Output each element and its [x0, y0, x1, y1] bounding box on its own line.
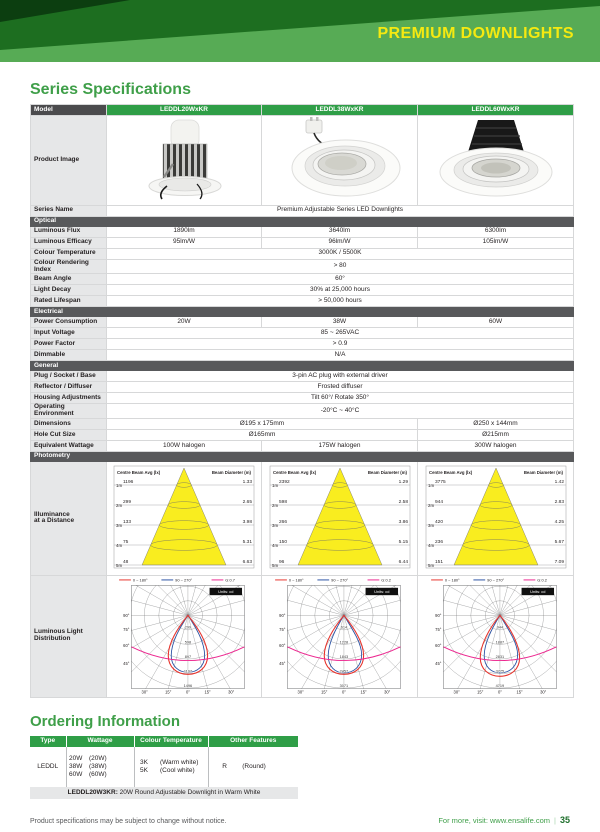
footer-divider: |: [554, 816, 556, 825]
svg-text:4m: 4m: [271, 543, 278, 549]
page-banner: [0, 0, 600, 62]
svg-text:90°: 90°: [434, 612, 441, 618]
svg-text:15°: 15°: [165, 689, 172, 694]
svg-text:Centre Beam Avg (lx): Centre Beam Avg (lx): [428, 470, 472, 476]
spec-value: 60°: [107, 274, 574, 285]
section-title: Electrical: [31, 307, 574, 317]
distribution-label: Luminous Light Distribution: [31, 575, 107, 697]
svg-text:3.98: 3.98: [242, 520, 252, 526]
spec-value: > 50,000 hours: [107, 296, 574, 307]
row-label: Hole Cut Size: [31, 430, 107, 441]
svg-text:614: 614: [340, 625, 347, 630]
svg-text:30°: 30°: [297, 689, 304, 694]
polar-chart-svg: [264, 576, 416, 694]
section-title: Optical: [31, 216, 574, 226]
ordering-other-features: R (Round): [222, 762, 266, 770]
svg-text:944: 944: [496, 625, 503, 630]
svg-text:1m: 1m: [427, 483, 434, 489]
svg-text:3.86: 3.86: [398, 520, 408, 526]
svg-text:5m: 5m: [427, 563, 434, 569]
ordering-note-row: [30, 787, 298, 799]
svg-text:30°: 30°: [453, 689, 460, 694]
spec-value: Ø165mm: [107, 430, 418, 441]
spec-value: 3000K / 5500K: [107, 248, 574, 259]
svg-text:30°: 30°: [141, 689, 148, 694]
svg-text:420: 420: [434, 520, 443, 526]
model-label: Model: [31, 105, 107, 116]
spec-value: 20W: [107, 317, 262, 328]
row-label: Luminous Efficacy: [31, 237, 107, 248]
svg-text:2392: 2392: [278, 480, 290, 486]
ordering-colour-temp: 3K (Warm white) 5K (Cool white): [134, 747, 208, 787]
svg-text:1.29: 1.29: [398, 480, 408, 486]
svg-text:90°: 90°: [123, 612, 130, 618]
row-label: Colour Temperature: [31, 248, 107, 259]
spec-value: 3640lm: [262, 226, 418, 237]
svg-text:2m: 2m: [271, 503, 278, 509]
svg-text:5m: 5m: [271, 563, 278, 569]
svg-text:151: 151: [434, 560, 443, 566]
svg-text:Units: cd: Units: cd: [373, 589, 389, 595]
svg-text:897: 897: [184, 654, 192, 659]
polar-legend: [119, 578, 235, 583]
svg-text:2m: 2m: [116, 503, 123, 509]
svg-text:5.15: 5.15: [398, 540, 408, 546]
svg-text:1887: 1887: [495, 640, 504, 645]
svg-text:60°: 60°: [278, 642, 285, 648]
svg-text:2457: 2457: [339, 669, 348, 674]
spec-value: N/A: [107, 350, 574, 361]
svg-text:598: 598: [278, 500, 287, 506]
row-label: Colour Rendering Index: [31, 259, 107, 274]
svg-text:6.44: 6.44: [398, 560, 408, 566]
spec-value: 96lm/W: [262, 237, 418, 248]
spec-table: [30, 104, 574, 698]
spec-value: 60W: [418, 317, 574, 328]
series-name-label: Series Name: [31, 205, 107, 216]
svg-text:4719: 4719: [495, 683, 504, 688]
cone-chart-svg: [108, 462, 260, 572]
product-image-row: [31, 116, 574, 206]
row-label: Input Voltage: [31, 328, 107, 339]
section-optical: [31, 216, 574, 226]
svg-text:45°: 45°: [123, 660, 130, 666]
row-label: Operating Environment: [31, 404, 107, 419]
svg-text:2831: 2831: [495, 654, 504, 659]
svg-text:48: 48: [123, 560, 129, 566]
svg-text:0 ~ 180°: 0 ~ 180°: [444, 577, 460, 583]
svg-text:1843: 1843: [339, 654, 348, 659]
svg-text:2.58: 2.58: [398, 500, 408, 506]
svg-text:4m: 4m: [116, 543, 123, 549]
illuminance-chart-3: [418, 462, 574, 576]
row-label: Light Decay: [31, 285, 107, 296]
svg-text:0 ~ 180°: 0 ~ 180°: [288, 577, 304, 583]
svg-text:30°: 30°: [539, 689, 546, 694]
svg-text:3m: 3m: [427, 523, 434, 529]
spec-value: 175W halogen: [262, 441, 418, 452]
spec-value: > 80: [107, 259, 574, 274]
row-label: Plug / Socket / Base: [31, 371, 107, 382]
section-title: Photometry: [31, 452, 574, 462]
svg-text:1.33: 1.33: [242, 480, 252, 486]
spec-value: Tilt 60°/ Rotate 350°: [107, 393, 574, 404]
distribution-row: [31, 575, 574, 697]
section-title: General: [31, 361, 574, 371]
ordering-type: LEDDL: [30, 747, 66, 787]
row-label: Beam Angle: [31, 274, 107, 285]
svg-text:G:0.2: G:0.2: [380, 577, 391, 583]
svg-text:266: 266: [278, 520, 287, 526]
ordering-header: Colour Temperature: [134, 736, 208, 747]
spec-value: Ø215mm: [418, 430, 574, 441]
svg-text:90 ~ 270°: 90 ~ 270°: [486, 577, 504, 583]
svg-text:60°: 60°: [434, 642, 441, 648]
distribution-chart-3: [418, 575, 574, 697]
svg-text:0°: 0°: [497, 689, 502, 694]
svg-text:5.67: 5.67: [554, 540, 564, 546]
spec-value: 38W: [262, 317, 418, 328]
svg-text:6.63: 6.63: [242, 560, 252, 566]
product-image-downlight-2: [262, 116, 418, 206]
svg-text:Centre Beam Avg (lx): Centre Beam Avg (lx): [272, 470, 316, 476]
spec-value: 6300lm: [418, 226, 574, 237]
svg-text:30°: 30°: [383, 689, 390, 694]
svg-text:Centre Beam Avg (lx): Centre Beam Avg (lx): [117, 470, 161, 476]
spec-value: 300W halogen: [418, 441, 574, 452]
row-label: Power Factor: [31, 339, 107, 350]
svg-text:3m: 3m: [271, 523, 278, 529]
svg-text:1196: 1196: [123, 480, 134, 486]
svg-text:7.09: 7.09: [554, 560, 564, 566]
svg-text:Beam Diameter (m): Beam Diameter (m): [523, 470, 563, 476]
svg-text:15°: 15°: [204, 689, 211, 694]
section-photometry: [31, 452, 574, 462]
spec-value: Frosted diffuser: [107, 382, 574, 393]
spec-value: 3-pin AC plug with external driver: [107, 371, 574, 382]
svg-text:3m: 3m: [116, 523, 123, 529]
svg-text:60°: 60°: [123, 642, 130, 648]
svg-text:0°: 0°: [341, 689, 346, 694]
svg-text:3775: 3775: [495, 669, 504, 674]
svg-text:45°: 45°: [434, 660, 441, 666]
model-row: [31, 105, 574, 116]
illuminance-row: [31, 462, 574, 576]
downlight-angled-view-image: [262, 116, 417, 202]
spec-value: -20°C ~ 40°C: [107, 404, 574, 419]
product-image-label: Product Image: [31, 116, 107, 206]
svg-text:2.65: 2.65: [242, 500, 252, 506]
svg-text:944: 944: [434, 500, 443, 506]
distribution-chart-1: [107, 575, 262, 697]
svg-text:15°: 15°: [359, 689, 367, 694]
spec-value: > 0.9: [107, 339, 574, 350]
svg-text:30°: 30°: [228, 689, 235, 694]
illuminance-chart-1: [107, 462, 262, 576]
series-specifications-heading: Series Specifications: [30, 81, 191, 98]
page-footer: [0, 815, 600, 825]
page-title: PREMIUM DOWNLIGHTS: [377, 25, 574, 42]
svg-text:236: 236: [434, 540, 443, 546]
model-name-3: LEDDL60WxKR: [418, 105, 574, 116]
svg-text:75: 75: [123, 540, 129, 546]
website-link[interactable]: For more, visit: www.ensalife.com: [438, 816, 551, 825]
svg-text:1228: 1228: [339, 640, 348, 645]
product-image-downlight-3: [418, 116, 574, 206]
ordering-body-row: [30, 747, 298, 787]
svg-text:45°: 45°: [278, 660, 285, 666]
ordering-header: Type: [30, 736, 66, 747]
units-label: Units: cd: [218, 589, 234, 595]
polar-chart-svg: [108, 576, 260, 694]
svg-text:15°: 15°: [476, 689, 483, 694]
svg-text:299: 299: [123, 500, 132, 506]
spec-value: 105lm/W: [418, 237, 574, 248]
svg-text:3775: 3775: [434, 480, 446, 486]
svg-text:1496: 1496: [183, 683, 193, 688]
series-name-value: Premium Adjustable Series LED Downlights: [107, 205, 574, 216]
disclaimer-text: Product specifications may be subject to change without notice.: [30, 818, 227, 825]
svg-text:G:0.2: G:0.2: [536, 577, 547, 583]
downlight-rear-view-image: [107, 116, 262, 202]
svg-text:2.83: 2.83: [554, 500, 564, 506]
downlight-front-view-image: [418, 116, 573, 202]
svg-text:598: 598: [184, 640, 192, 645]
svg-text:90 ~ 270°: 90 ~ 270°: [330, 577, 348, 583]
ordering-example-note: LEDDL20W3KR: 20W Round Adjustable Downlight in Warm White: [30, 787, 298, 799]
cone-chart-svg: [264, 462, 416, 572]
svg-text:1.42: 1.42: [554, 480, 564, 486]
row-label: Dimensions: [31, 419, 107, 430]
svg-text:Beam Diameter (m): Beam Diameter (m): [367, 470, 407, 476]
spec-value: Ø195 x 175mm: [107, 419, 418, 430]
svg-text:75°: 75°: [278, 626, 285, 632]
svg-text:2m: 2m: [427, 503, 434, 509]
ordering-information-heading: Ordering Information: [30, 712, 180, 730]
section-general: [31, 361, 574, 371]
footer-right: [438, 815, 570, 825]
svg-text:133: 133: [123, 520, 132, 526]
spec-value: Ø250 x 144mm: [418, 419, 574, 430]
product-image-downlight-1: [107, 116, 262, 206]
svg-text:5m: 5m: [116, 563, 123, 569]
svg-text:90 ~ 270°: 90 ~ 270°: [175, 577, 193, 583]
illuminance-chart-2: [262, 462, 418, 576]
spec-value: 85 ~ 265VAC: [107, 328, 574, 339]
series-name-row: [31, 205, 574, 216]
svg-text:150: 150: [278, 540, 287, 546]
svg-text:G:0.7: G:0.7: [225, 577, 235, 583]
spec-value: 30% at 25,000 hours: [107, 285, 574, 296]
svg-text:1m: 1m: [271, 483, 278, 489]
distribution-chart-2: [262, 575, 418, 697]
svg-text:299: 299: [184, 625, 192, 630]
spec-value: 100W halogen: [107, 441, 262, 452]
svg-text:Beam Diameter (m): Beam Diameter (m): [211, 470, 251, 476]
svg-text:4m: 4m: [427, 543, 434, 549]
ordering-header: Wattage: [66, 736, 134, 747]
page-number: 35: [559, 815, 570, 825]
svg-text:3071: 3071: [339, 683, 348, 688]
spec-value: 1890lm: [107, 226, 262, 237]
svg-text:75°: 75°: [123, 626, 130, 632]
ordering-header: Other Features: [208, 736, 298, 747]
svg-text:1197: 1197: [183, 669, 193, 674]
svg-text:0°: 0°: [185, 689, 190, 694]
section-electrical: [31, 307, 574, 317]
model-name-2: LEDDL38WxKR: [262, 105, 418, 116]
ordering-wattage: 20W (20W) 38W (38W) 60W (60W): [66, 747, 134, 787]
ordering-table: [30, 736, 298, 799]
svg-text:4.25: 4.25: [554, 520, 564, 526]
svg-text:5.31: 5.31: [242, 540, 252, 546]
svg-text:15°: 15°: [515, 689, 523, 694]
svg-text:Units: cd: Units: cd: [529, 589, 545, 595]
spec-value: 95lm/W: [107, 237, 262, 248]
model-name-1: LEDDL20WxKR: [107, 105, 262, 116]
row-label: Luminous Flux: [31, 226, 107, 237]
svg-text:75°: 75°: [434, 626, 441, 632]
row-label: Power Consumption: [31, 317, 107, 328]
svg-text:15°: 15°: [320, 689, 327, 694]
row-label: Equivalent Wattage: [31, 441, 107, 452]
row-label: Dimmable: [31, 350, 107, 361]
row-label: Reflector / Diffuser: [31, 382, 107, 393]
svg-text:0 ~ 180°: 0 ~ 180°: [132, 577, 148, 583]
cone-chart-svg: [420, 462, 572, 572]
row-label: Rated Lifespan: [31, 296, 107, 307]
illuminance-label: Illuminance at a Distance: [31, 462, 107, 576]
svg-text:96: 96: [278, 560, 284, 566]
svg-text:1m: 1m: [116, 483, 123, 489]
svg-text:90°: 90°: [278, 612, 285, 618]
polar-chart-svg: [420, 576, 572, 694]
ordering-header-row: [30, 736, 298, 747]
row-label: Housing Adjustments: [31, 393, 107, 404]
